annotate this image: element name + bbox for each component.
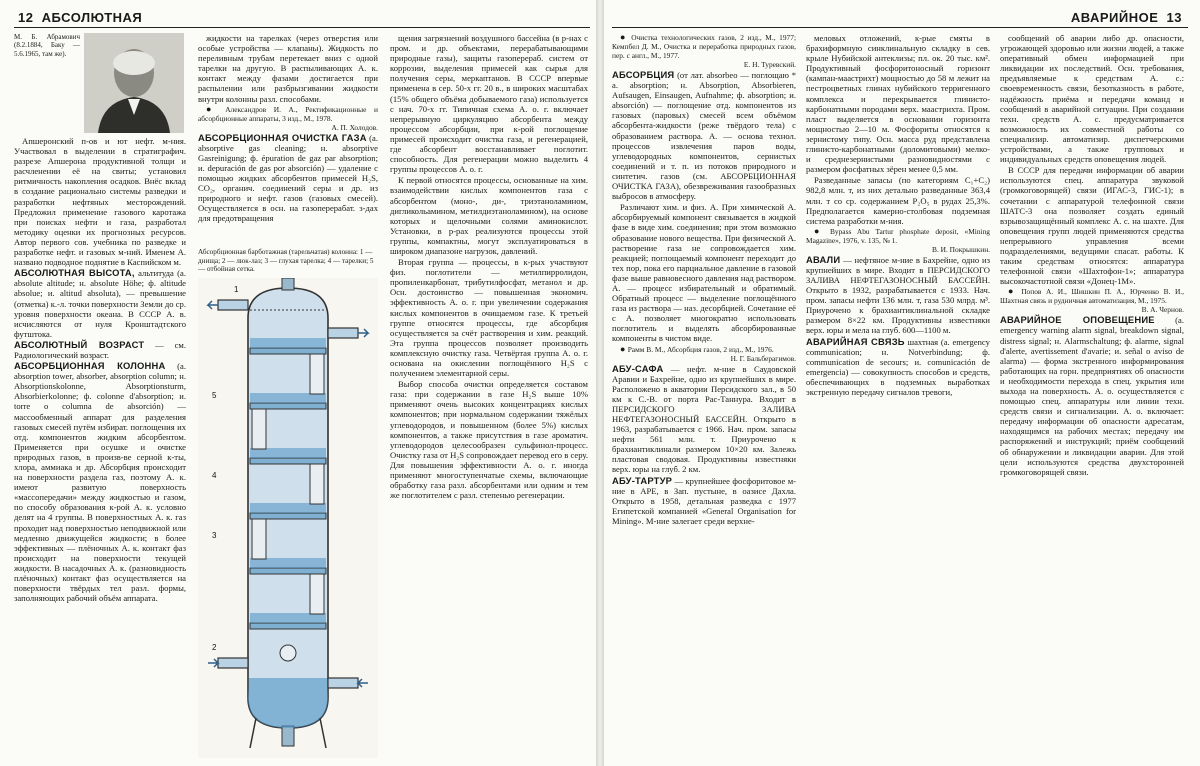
body-paragraph: В СССР для передачи информации об аварии используются спец. аппаратура звуковой (громкоговорящей) связи (ИГАС-3, ГИС-1); в сочетании с аппаратурой телефонной связи ШАТС-3 она позволяет создать единый взрывозащищённый комплекс А. с. на шахте. Для оповещения групп людей применяются средства непрерывного управления всеми подразделениями, ведущими спасат. работы. К таким средствам относятся: аппаратура телефонной связи «Шахтофон-1»; аппаратура высокочастотной связи «Донец-1М». <box>1000 165 1184 287</box>
svg-text:2: 2 <box>212 642 217 652</box>
left-page <box>0 0 596 766</box>
reference-text: Bypass Abu Tartur phosphate deposit, «Mining Magazine», 1976, v. 135, № 1. <box>806 226 990 245</box>
entry-text: — нефтяное м-ние в Бахрейне, одно из крупнейших в мире. Входит в ПЕРСИДСКОГО ЗАЛИВА НЕФТЕГАЗОНОСНЫЙ БАССЕЙН. Открыто в 1932, разрабатывается с 1933. Нач. пром. запасы нефти 136 млн. т, газа 530 млрд. м³. Приурочено к брахиантиклинальной складке размером 8×22 км. Продуктивны известняки верх. юры и мела на глуб. 600—1100 м. <box>806 254 990 336</box>
left-head-rule <box>14 27 590 28</box>
entry-text: шахтная (а. emergency communication; н. Notverbindung; ф. communication de secours; и. comunicación de emergencia) — совокупность способов и средств, обеспечивающих в подземных выработках экстренную передачу сигналов тревоги, <box>806 336 990 397</box>
left-running-head <box>14 10 142 25</box>
body-paragraph: Вторая группа — процессы, в к-рых участвуют физ. поглотители — метилпирролидон, пропиленкарбонат, трибутилфосфат, метанол и др. Осн. достоинство — повышенная экономич. эффективность А. о. г. при увеличении содержания кислых компонентов в очищаемом газе. К третьей группе относятся процессы, где абсорбция осуществляется за счёт растворения и хим. реакций. Эта группа процессов позволяет производить комплексную очистку газа. Четвёртая группа А. о. г. основана на окислении поглощённого H₂S с получением элементарной серы. <box>390 257 588 379</box>
bibliography-reference <box>806 227 990 254</box>
bibliography-reference <box>1000 287 1184 314</box>
entry-headword: АВАЛИ <box>806 253 841 265</box>
entry-text: (а. emergency warning alarm signal, breakdown signal, distress signal; н. Alarmschaltung; ф. alarme, signal d'alerte, avertissement d'avarie; и. señal o aviso de alarma) — форма экстренного информирования работающих на горн. предприятиях об опасности и необходимости перехода в спец. укрытия или выхода на поверхность. А. о. осуществляется с помощью спец. аппаратуры или линии техн. средств связи и сигнализации. А. о. включает: передачу информации об опасности адресатам, находящимся на рабочих местах; передачу им распоряжений и инструкций; приём сообщений об обнаружении и ликвидации аварии. Для этой цели используются средства двухсторонней громкоговорящей связи. <box>1000 315 1184 477</box>
reference-text: Александров И. А., Ректификационные и абсорбционные аппараты, 3 изд., М., 1978. <box>198 104 378 123</box>
entry-text: (а. absorption tower, absorber, absorption column; н. Absorptionskolonne, Absorptionsturm, Absorbierkolonne; ф. colonne d'absorption; и. torre o columna de absorción) — массообменный аппарат для разделения газовых смесей путём избират. поглощения их отд. компонентов жидким абсорбентом. Применяется при осушке и очистке природных газов, в произв-ве серной к-ты, хлора, аммиака и др. Абсорбция происходит на поверхности раздела газ, поэтому А. к. имеют развитую поверхность «массопередачи» между жидкостью и газом, по способу образования к-рой А. к. условно делят на 4 группы. В поверхностных А. к. газ проходит над поверхностью неподвижной или медленно движущейся жидкости; в более эффективных — плёночных А. к. контакт фаз происходит на поверхности текущей жидкости. В насадочных А. к. (разновидность плёночных) контакт фаз осуществляется на поверхности твёрдых тел разл. формы, заполняющих рабочий объём аппарата. <box>14 361 186 604</box>
dictionary-entry <box>612 476 796 526</box>
body-paragraph: сообщений об аварии либо др. опасности, угрожающей здоровью или жизни людей, а также оперативный обмен информацией при ликвидации их последствий. Осн. требования, предъявляемые к средствам А. с.: своевременность связи, безотказность в работе, надёжность приёма и передачи команд и сообщений в аварийной ситуации. При создании техн. средств А. с. предусматривается возможность их совместной работы со специализир. автоматизир. диспетчерскими устройствами, а также групповых и индивидуальных средств оповещения людей. <box>1000 33 1184 165</box>
body-paragraph: жидкости на тарелках (через отверстия или особые устройства — клапаны). Жидкость по переливным трубам перетекает вниз с одной тарелки на другую. В распыливающих А. к. контакт между фазами достигается при распылении или разбрызгивании жидкости внутри колонны разл. способами. <box>198 33 378 104</box>
body-paragraph: Разведанные запасы (по категориям C₁+C₂) 982,8 млн. т, из них детально разведанные 363,4 млн. т со ср. содержанием P₂O₅ в рудах 25,3%. Предполагается камерно-столбовая подземная система разработки м-ния. <box>806 175 990 226</box>
entry-headword: АБУ-САФА <box>612 362 664 374</box>
absorption-column-diagram <box>198 278 378 758</box>
bibliography-reference <box>198 105 378 132</box>
dictionary-entry <box>806 255 990 336</box>
entry-headword: АБСОРБЦИОННАЯ ОЧИСТКА ГАЗА <box>198 131 367 143</box>
dictionary-entry <box>612 70 796 201</box>
right-column-2 <box>806 33 990 761</box>
entry-text: — см. Радиологический возраст. <box>14 339 186 360</box>
figure-caption: Абсорбционная барботажная (тарельчатая) колонна: 1 — днища; 2 — люк-лаз; 3 — глухая тарелка; 4 — тарелки; 5 — отбойная сетка. <box>198 248 374 274</box>
portrait-image <box>84 33 184 133</box>
entry-headword: АБСОЛЮТНЫЙ ВОЗРАСТ <box>14 338 145 350</box>
right-column-3 <box>1000 33 1184 761</box>
body-paragraph: меловых отложений, к-рые смяты в брахиформную синклинальную складку в сев. крыле Нубийской антеклизы; пл. ок. 20 тыс. км². Продуктивный фосфоритоносный горизонт (кампан-маастрихт) мощностью до 58 м лежит на пестроцветных глинах нубийского терригенного комплекса и перекрывается глинисто-карбонатными породами верх. маастрихта. Пром. пласт выделяется в основании горизонта мощностью 2—10 м. Фосфориты относятся к зернистому типу. Осн. масса руд представлена глинисто-карбонатными (доломитовыми) мелко- и среднезернистыми разновидностями с размером фосфатных зёрен менее 0,5 мм. <box>806 33 990 175</box>
bibliography-reference <box>612 345 796 363</box>
svg-text:3: 3 <box>212 530 217 540</box>
right-page <box>604 0 1200 766</box>
absorption-column-figure <box>198 248 378 760</box>
body-paragraph: Апшеронский п-ов и ют нефт. м-ния. Участвовал в выделении в стратиграфич. разрезе Апшерона продуктивной толщи и расчленении её на свиты; установил ритмичность накопления осадков. Внёс вклад в создание рационально системы разведки и разработки нефтяных месторождений. Предложил применение газового каротажа при поисках нефти и газа, разработал методику оценки их прогнозных ресурсов. Автор первого сов. учебника по разведке и разработке нефт. и газовых м-ний. Именем А. названо подводное поднятие в Каспийском м. <box>14 136 186 268</box>
portrait-caption: М. Б. Абрамович (8.2.1884, Баку — 5.6.1965, там же). <box>14 33 80 58</box>
reference-text: Рамм В. М., Абсорбция газов, 2 изд., М., 1976. <box>627 344 774 354</box>
dictionary-entry <box>612 364 796 475</box>
dictionary-entry <box>1000 315 1184 477</box>
author-signature: В. И. Покрышкин. <box>932 244 990 254</box>
author-signature: Н. Г. Бальберагимов. <box>730 353 796 363</box>
right-running-title: АВАРИЙНОЕ <box>1070 10 1159 25</box>
author-signature: В. А. Чернов. <box>1141 305 1184 315</box>
entry-text: альтитуда (а. absolute altitude; н. absolute Höhe; ф. altitude absolue; и. altitud absoluta), — превышение (отметка) к.-л. точки поверхности Земли до ср. уровня поверхности океана. В СССР А. в. исчисляются от нуля Кронштадтского футштока. <box>14 268 186 339</box>
entry-headword: АБСОРБЦИЯ <box>612 69 675 80</box>
author-signature: А. П. Холодов. <box>331 122 378 132</box>
entry-text: — нефт. м-ние в Саудовской Аравии и Бахрейне, одно из крупнейших в мире. Расположено в акватории Персидского зал., в 50 км к С.-В. от порта Рас-Таннура. Входит в ПЕРСИДСКОГО ЗАЛИВА НЕФТЕГАЗОНОСНЫЙ БАССЕЙН. Открыто в 1963, разрабатывается с 1966. Нач. пром. запасы нефти 561 млн. т. Приурочено к брахиантиклинали размером 10×20 км. Залежь пластовая сводовая. Продуктивны известняки верх. юры на глуб. 2 км. <box>612 363 796 475</box>
right-page-number: 13 <box>1166 10 1182 25</box>
left-column-1 <box>14 33 186 761</box>
bullet-icon: ● <box>814 225 830 236</box>
entry-text: — крупнейшее фосфоритовое м-ние в АРЕ, в Зап. пустыне, в оазисе Дахла. Открыто в 1958, детальная разведка с 1977 Египетской компанией «General Organisation for Mining». М-ние залегает среди верхне- <box>612 475 796 526</box>
left-page-number: 12 <box>18 10 34 25</box>
bullet-icon: ● <box>1008 286 1022 297</box>
reference-text: Очистка технологических газов, 2 изд., М., 1977; Кемпбел Д. М., Очистка и переработка природных газов, пер. с англ., М., 1977. <box>612 33 796 60</box>
left-col1-text <box>14 136 186 603</box>
svg-text:5: 5 <box>212 390 217 400</box>
dictionary-entry <box>806 337 990 398</box>
portrait-photo-icon <box>84 33 184 133</box>
body-paragraph: К первой относятся процессы, основанные на хим. взаимодействии кислых компонентов газа с абсорбентом (моно-, ди-, триэтаноламином, дигликольамином, метилдиэтаноламином), на основе которых и щелочными солями аминокислот. Установки, в р-рах реализуются процессы этой группы, компактны, могут эксплуатироваться в широком диапазоне нагрузок, давлений. <box>390 175 588 256</box>
right-running-head <box>1071 10 1186 25</box>
svg-text:4: 4 <box>212 470 217 480</box>
left-column-3 <box>390 33 588 761</box>
book-gutter <box>596 0 604 766</box>
right-head-rule <box>612 27 1188 28</box>
dictionary-entry <box>14 361 186 603</box>
body-paragraph: щения загрязнений воздушного бассейна (в р-нах с пром. и др. объектами, перерабатывающими природные газы), защиты газоперераб. систем от коррозии, выделения примесей как сырья для получения серы, меркаптанов. В СССР впервые применена в сер. 50-х гг. 20 в., в широких масштабах (15% общего объёма добываемого газа) используется с нач. 70-х гг. Типичная схема А. о. г. включает непрерывную циркуляцию абсорбента между процессом абсорбции, при к-рой поглощение примесей происходит очистка газа, и регенерацией, где абсорбент восстанавливает поглотит. способность. Для регенерации можно выделить 4 группы процессов А. о. г. <box>390 33 588 175</box>
dictionary-entry <box>14 340 186 360</box>
entry-headword: АВАРИЙНАЯ СВЯЗЬ <box>806 335 905 347</box>
right-column-1 <box>612 33 796 761</box>
dictionary-entry <box>198 133 378 224</box>
entry-headword: АВАРИЙНОЕ ОПОВЕЩЕНИЕ <box>1000 314 1155 326</box>
bullet-icon: ● <box>620 343 628 354</box>
dictionary-entry <box>14 268 186 339</box>
body-paragraph: Различают хим. и физ. А. При химической А. абсорбируемый компонент связывается в жидкой фазе в виде хим. соединения; при этом возможно образование нового вещества. При физической А. растворение газа не сопровождается хим. реакцией; поглощаемый компонент переходит до тех пор, пока его парциальное давление в газовой фазе выше равновесного давления над раствором. А. — процесс избирательный и обратимый. Обратный процесс — выделение поглощённого газа из раствора — наз. десорбцией. Сочетание её с А. позволяет многократно использовать поглотитель и выделять абсорбированные компоненты в чистом виде. <box>612 202 796 344</box>
left-running-title: АБСОЛЮТНАЯ <box>41 10 143 25</box>
bullet-icon: ● <box>206 103 226 114</box>
bullet-icon: ● <box>620 33 632 42</box>
entry-text: (а. absorptive gas cleaning; н. absorptive Gasreinigung; ф. épuration de gaz par absorption; и. depuración de gas por absorción) — удаление с помощью жидких абсорбентов примесей H₂S, CO₂, органич. соединений серы и др. из природного и нефт. газов (газовых смесей). Осуществляется в осн. на газоперерабат. з-дах для предотвращения <box>198 132 378 224</box>
entry-text: (от лат. absorbeo — поглощаю * а. absorption; н. Absorption, Absorbieren, Aufsaugen, Einsaugen, Aufnahme; ф. absorption; и. absorción) — поглощение отд. компонентов из газовых (паровых) смесей всем объёмом абсорбента-жидкости (реже твёрдого тела) с образованием раствора. А. — основа технол. процессов извлечения паров воды, углеводородных компонентов, сернистых соединений и т. п. из потоков природного и синтетич. газов (см. АБСОРБЦИОННАЯ ОЧИСТКА ГАЗА), обезвреживания газообразных выбросов в атмосферу. <box>612 70 796 202</box>
entry-headword: АБУ-ТАРТУР <box>612 474 673 486</box>
author-signature: Е. Н. Туревский. <box>743 60 796 69</box>
left-column-2 <box>198 33 378 243</box>
reference-text: Попов А. И., Шишкин П. А., Юрченко В. И., Шахтная связь и рудничная автоматизация, М., 1975. <box>1000 287 1184 306</box>
svg-text:1: 1 <box>234 284 239 294</box>
body-paragraph: Выбор способа очистки определяется составом газа: при содержании в газе H₂S выше 10% применяют очень высоких концентрациях кислых компонентов; при нормальном содержании тяжёлых углеводородов, и повышенном (более 5%) кислых компонентов, а также присутствия в газе ароматич. углеводородов целесообразен сульфинол-процесс. Очистку газа от H₂S сопровождает перевод его в серу. Для повышения эффективности А. о. г. иногда применяют многоступенчатые схемы, включающие обработку газа разл. абсорбентами или одним и тем же поглотителем с разл. степенью регенерации. <box>390 379 588 501</box>
bibliography-reference <box>612 33 796 69</box>
entry-headword: АБСОЛЮТНАЯ ВЫСОТА, <box>14 267 135 279</box>
entry-headword: АБСОРБЦИОННАЯ КОЛОННА <box>14 360 166 372</box>
